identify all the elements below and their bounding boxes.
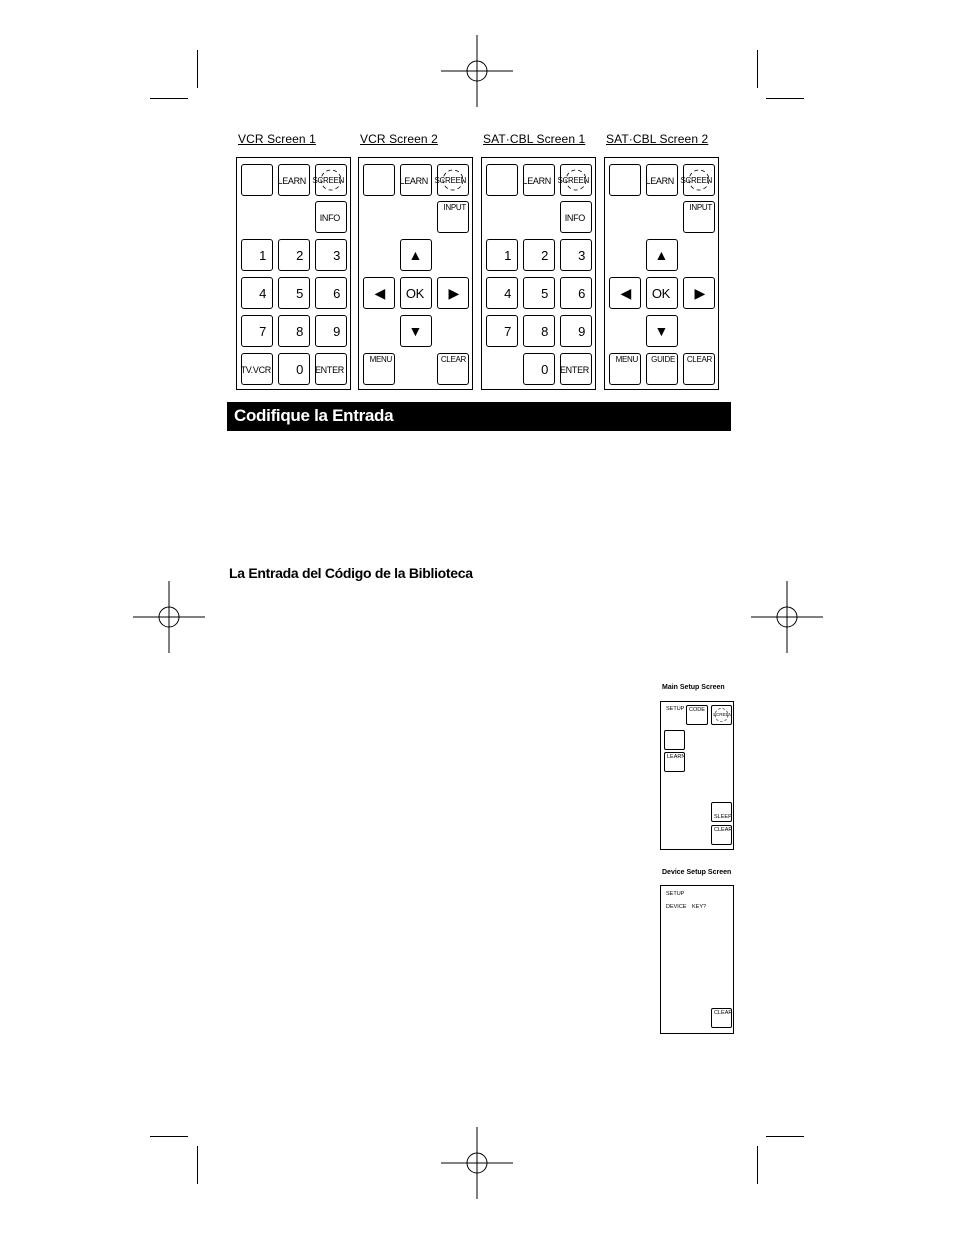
registration-mark-icon (441, 35, 513, 107)
digit-key-7[interactable]: 7 (241, 315, 273, 347)
blank-key[interactable] (486, 164, 518, 196)
digit-key-0[interactable]: 0 (278, 353, 310, 385)
registration-mark-icon (133, 581, 205, 653)
digit-key-2[interactable]: 2 (523, 239, 555, 271)
right-arrow-key[interactable]: ▶ (437, 277, 469, 309)
digit-key-5[interactable]: 5 (278, 277, 310, 309)
digit-key-1[interactable]: 1 (486, 239, 518, 271)
blank-key[interactable] (609, 164, 641, 196)
subsection-title: La Entrada del Código de la Biblioteca (229, 565, 473, 581)
digit-key-4[interactable]: 4 (241, 277, 273, 309)
left-arrow-key[interactable]: ◀ (363, 277, 395, 309)
registration-mark-icon (441, 1127, 513, 1199)
clear-key[interactable]: CLEAR (711, 1008, 732, 1028)
digit-key-1[interactable]: 1 (241, 239, 273, 271)
remote-screen-vcr-2 (358, 157, 473, 390)
up-arrow-key[interactable]: ▲ (400, 239, 432, 271)
main-setup-screen (660, 701, 734, 850)
sleep-key[interactable]: SLEEP (711, 802, 732, 822)
digit-key-7[interactable]: 7 (486, 315, 518, 347)
down-arrow-key[interactable]: ▼ (400, 315, 432, 347)
screen-key[interactable]: SCREEN (711, 705, 732, 725)
registration-mark-icon (751, 581, 823, 653)
screen-key[interactable]: SCREEN (683, 164, 715, 196)
section-title: Codifique la Entrada (234, 406, 394, 425)
device-setup-title: Device Setup Screen (662, 869, 732, 876)
screen-key[interactable]: SCREEN (315, 164, 347, 196)
remote-screen-satcbl-2 (604, 157, 719, 390)
crop-mark (150, 98, 188, 99)
blank-key[interactable] (664, 730, 685, 750)
blank-key[interactable] (241, 164, 273, 196)
input-key[interactable]: INPUT (437, 201, 469, 233)
digit-key-6[interactable]: 6 (315, 277, 347, 309)
learn-key[interactable]: LEARN (400, 164, 432, 196)
device-label: DEVICE (666, 904, 687, 910)
info-key[interactable]: INFO (560, 201, 592, 233)
clear-key[interactable]: CLEAR (711, 825, 732, 845)
section-heading-bar (227, 402, 731, 431)
learn-key[interactable]: LEARN (664, 752, 685, 772)
enter-key[interactable]: ENTER (560, 353, 592, 385)
menu-key[interactable]: MENU (363, 353, 395, 385)
digit-key-5[interactable]: 5 (523, 277, 555, 309)
guide-key[interactable]: GUIDE (646, 353, 678, 385)
screen-key[interactable]: SCREEN (437, 164, 469, 196)
digit-key-9[interactable]: 9 (560, 315, 592, 347)
screen-title-satcbl-2: SAT·CBL Screen 2 (606, 132, 709, 146)
blank-key[interactable] (363, 164, 395, 196)
info-key[interactable]: INFO (315, 201, 347, 233)
code-key[interactable]: CODE (686, 705, 708, 725)
menu-key[interactable]: MENU (609, 353, 641, 385)
remote-screen-satcbl-1 (481, 157, 596, 390)
enter-key[interactable]: ENTER (315, 353, 347, 385)
digit-key-0[interactable]: 0 (523, 353, 555, 385)
ok-key[interactable]: OK (646, 277, 678, 309)
crop-mark (197, 50, 198, 88)
screen-title-vcr-2: VCR Screen 2 (360, 132, 438, 146)
digit-key-8[interactable]: 8 (278, 315, 310, 347)
digit-key-9[interactable]: 9 (315, 315, 347, 347)
setup-label: SETUP (666, 706, 685, 712)
clear-key[interactable]: CLEAR (437, 353, 469, 385)
down-arrow-key[interactable]: ▼ (646, 315, 678, 347)
learn-key[interactable]: LEARN (646, 164, 678, 196)
screen-title-satcbl-1: SAT·CBL Screen 1 (483, 132, 586, 146)
right-arrow-key[interactable]: ▶ (683, 277, 715, 309)
crop-mark (197, 1146, 198, 1184)
clear-key[interactable]: CLEAR (683, 353, 715, 385)
setup-label: SETUP (666, 891, 685, 897)
digit-key-3[interactable]: 3 (315, 239, 347, 271)
crop-mark (757, 1146, 758, 1184)
screen-title-vcr-1: VCR Screen 1 (238, 132, 316, 146)
digit-key-4[interactable]: 4 (486, 277, 518, 309)
crop-mark (757, 50, 758, 88)
input-key[interactable]: INPUT (683, 201, 715, 233)
digit-key-3[interactable]: 3 (560, 239, 592, 271)
left-arrow-key[interactable]: ◀ (609, 277, 641, 309)
screen-key[interactable]: SCREEN (560, 164, 592, 196)
key-prompt: KEY? (692, 904, 707, 910)
device-setup-screen (660, 885, 734, 1034)
main-setup-title: Main Setup Screen (662, 684, 725, 691)
digit-key-6[interactable]: 6 (560, 277, 592, 309)
digit-key-8[interactable]: 8 (523, 315, 555, 347)
remote-screen-vcr-1 (236, 157, 351, 390)
ok-key[interactable]: OK (400, 277, 432, 309)
crop-mark (766, 1136, 804, 1137)
learn-key[interactable]: LEARN (523, 164, 555, 196)
digit-key-2[interactable]: 2 (278, 239, 310, 271)
tv-vcr-key[interactable]: TV.VCR (241, 353, 273, 385)
crop-mark (150, 1136, 188, 1137)
learn-key[interactable]: LEARN (278, 164, 310, 196)
up-arrow-key[interactable]: ▲ (646, 239, 678, 271)
crop-mark (766, 98, 804, 99)
